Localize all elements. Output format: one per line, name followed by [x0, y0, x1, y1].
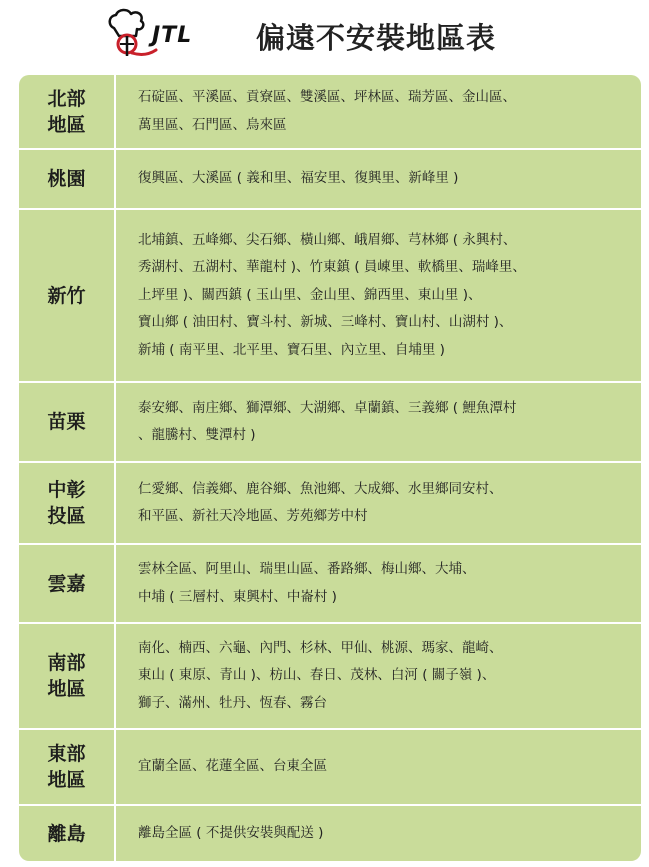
areas-text: 仁愛鄉、信義鄉、鹿谷鄉、魚池鄉、大成鄉、水里鄉同安村、 和平區、新社天冷地區、芳苑鄉芳中村 [138, 480, 503, 524]
table-row [19, 383, 641, 461]
column-divider [114, 75, 116, 861]
remote-area-table [19, 75, 641, 861]
region-areas [116, 806, 641, 861]
region-name: 北部 地區 [47, 87, 86, 136]
region-areas [116, 730, 641, 804]
areas-text: 復興區、大溪區 ( 義和里、福安里、復興里、新峰里 ) [138, 170, 459, 187]
areas-text: 雲林全區、阿里山、瑞里山區、番路鄉、梅山鄉、大埔、 中埔 ( 三層村、東興村、中崙村 ) [138, 561, 476, 605]
logo-text: JTL [152, 23, 193, 48]
region-areas [116, 150, 641, 208]
areas-text: 離島全區 ( 不提供安裝與配送 ) [138, 824, 324, 841]
region-areas [116, 545, 641, 622]
table-row [19, 210, 641, 381]
region-areas [116, 463, 641, 543]
region-areas [116, 383, 641, 461]
table-row [19, 75, 641, 148]
region-name: 中彰 投區 [47, 479, 86, 527]
brand-logo [106, 6, 226, 60]
region-areas [116, 210, 641, 381]
areas-text: 石碇區、平溪區、貢寮區、雙溪區、坪林區、瑞芳區、金山區、 萬里區、石門區、烏來區 [138, 89, 516, 133]
region-name: 桃園 [47, 168, 86, 190]
region-name: 東部 地區 [47, 743, 86, 791]
table-row [19, 545, 641, 622]
page-header [0, 0, 649, 66]
table-row [19, 806, 641, 861]
areas-text: 北埔鎮、五峰鄉、尖石鄉、橫山鄉、峨眉鄉、芎林鄉 ( 永興村、 秀湖村、五湖村、華龍村 )、竹東鎮 ( 員崠里、軟橋里、瑞峰里、 上坪里 )、關西鎮 ( 玉山里、金山里、錦西里、東山里 )、 寶山鄉 ( 油田村、寶斗村、新城、三峰村、寶山村、山湖村 )、 新埔 ( 南平里、北平里、寶石里、內立里、自埔里 ) [138, 231, 526, 358]
table-row [19, 463, 641, 543]
areas-text: 泰安鄉、南庄鄉、獅潭鄉、大湖鄉、卓蘭鎮、三義鄉 ( 鯉魚潭村 、龍騰村、雙潭村 ) [138, 399, 517, 443]
region-name: 離島 [47, 822, 86, 845]
table-row [19, 730, 641, 804]
region-name: 苗栗 [47, 411, 86, 433]
areas-text: 宜蘭全區、花蓮全區、台東全區 [138, 758, 327, 775]
region-name: 新竹 [47, 284, 86, 307]
region-areas [116, 624, 641, 728]
region-name: 雲嘉 [47, 572, 86, 595]
areas-text: 南化、楠西、六龜、內門、杉林、甲仙、桃源、瑪家、龍崎、 東山 ( 東原、青山 )、枋山、春日、茂林、白河 ( 關子嶺 )、 獅子、滿州、牡丹、恆春、霧台 [138, 639, 503, 711]
table-row [19, 150, 641, 208]
region-name: 南部 地區 [47, 652, 86, 700]
region-areas [116, 75, 641, 148]
table-row [19, 624, 641, 728]
page-title: 偏遠不安裝地區表 [256, 21, 497, 55]
